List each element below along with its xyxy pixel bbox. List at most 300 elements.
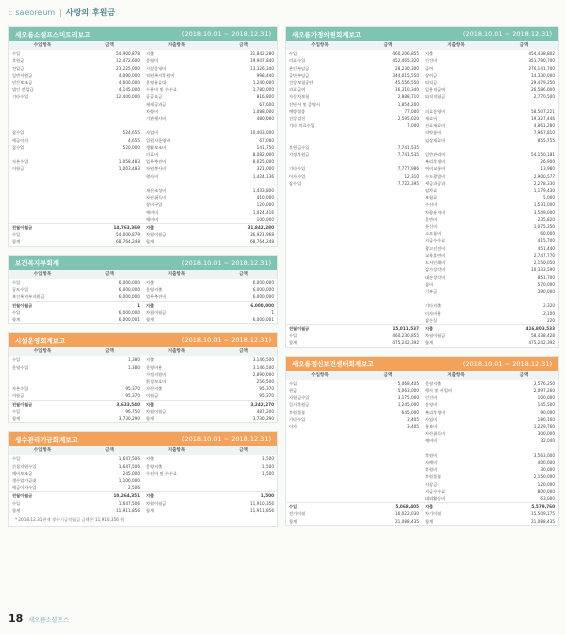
table-cell	[286, 488, 354, 495]
table-cell: 잡수입	[289, 180, 302, 186]
table-cell: 예방접종	[289, 108, 306, 114]
table-cell: 6,000,000	[118, 287, 140, 293]
table-cell: 장비구입	[146, 202, 163, 208]
table-cell: 851,700	[537, 274, 555, 280]
table-cell	[286, 158, 354, 165]
footer-name: 새오름소셜프스	[28, 617, 69, 624]
total-cell: 지출	[422, 502, 490, 510]
table-cell: 3,405	[407, 423, 419, 429]
table-cell: 복리후생비	[425, 159, 446, 165]
table-cell	[76, 115, 143, 122]
table-cell: 1,647,506	[118, 456, 140, 462]
table-cell	[286, 245, 354, 252]
dots-icon: ::	[8, 7, 12, 17]
table-cell: 2,100	[543, 310, 555, 316]
table-cell: 예금이자수입	[12, 485, 37, 491]
total-cell: 수입	[12, 309, 21, 315]
total-cell: 수입	[12, 500, 21, 506]
table-cell: 환경보호비	[146, 378, 167, 384]
table-cell: 기관행사비	[146, 116, 167, 122]
table-cell	[76, 194, 143, 201]
table-cell: 120,000	[537, 481, 555, 487]
column-header: 금액	[76, 41, 143, 50]
table-cell: 998,440	[256, 72, 274, 78]
table-cell	[9, 201, 76, 208]
box-header	[286, 27, 558, 41]
table-cell	[9, 187, 76, 194]
table-cell: 소모품비	[425, 231, 442, 237]
total-cell: 54,000,879	[116, 232, 140, 238]
table-cell: 63,000	[540, 495, 555, 501]
total-cell: 14,763,369	[76, 223, 143, 231]
column-header: 수입항목	[9, 446, 76, 455]
table-cell	[286, 281, 354, 288]
table-cell	[354, 302, 422, 309]
total-cell: 15,011,537	[354, 324, 422, 332]
table-cell: 4,861,280	[533, 123, 555, 129]
table-cell	[422, 144, 490, 151]
page-header	[8, 5, 115, 19]
total-cell: 3,730,290	[118, 415, 140, 421]
table-cell	[354, 488, 422, 495]
table-cell: 이월금	[12, 393, 25, 399]
box-note: * 2018.12.31현재 생수기금적립금 금액은 11,910,356 원	[15, 516, 125, 522]
page-footer	[8, 612, 69, 625]
table-cell	[286, 201, 354, 208]
box-period: (2018.10.01 ~ 2018.12.31)	[181, 30, 271, 38]
total-cell: 합계	[289, 518, 298, 524]
table-cell: 민간보조금	[12, 80, 33, 86]
table-cell: 의약품비	[425, 130, 442, 136]
table-cell: 2,770,500	[533, 94, 555, 100]
table-cell: 홍보비	[425, 423, 438, 429]
table-cell: 진단서 및 증명서	[289, 101, 320, 107]
table-cell: 지출	[425, 51, 434, 57]
table-cell: 이월금	[146, 393, 159, 399]
table-cell	[286, 194, 354, 201]
table-cell: 수입	[12, 51, 21, 57]
table-cell: 생활보조비	[146, 144, 167, 150]
table-cell: 10,333,590	[531, 267, 555, 273]
table-cell: 120,000	[256, 202, 274, 208]
table-cell: 공단부담금	[289, 72, 310, 78]
table-cell	[354, 274, 422, 281]
table-cell	[286, 274, 354, 281]
table-cell: 800,000	[537, 488, 555, 494]
table-cell: 전입금	[12, 65, 25, 71]
table-cell	[76, 378, 143, 385]
table-cell: 54,150,181	[531, 152, 555, 158]
box-title: 생수관리기금회계보고	[15, 435, 78, 444]
table-cell: 520,000	[122, 144, 140, 150]
table-cell	[354, 317, 422, 324]
table-cell: 7,000	[407, 123, 419, 129]
table-cell: 제세공과금	[146, 101, 167, 107]
table-cell	[354, 129, 422, 136]
column-header: 금액	[76, 347, 143, 356]
table-cell: 행사비	[146, 173, 159, 179]
table-cell: 자산취득비	[146, 195, 167, 201]
table-cell	[9, 151, 76, 158]
table-cell: 95,370	[259, 393, 274, 399]
table-cell: 58,507,221	[531, 108, 555, 114]
table-cell: 32,040	[540, 438, 555, 444]
table-cell: 보험료	[425, 195, 438, 201]
column-header: 금액	[490, 41, 558, 50]
table-cell: 235,820	[537, 216, 555, 222]
table-cell: 90,000	[540, 409, 555, 415]
total-cell: 전월이월금	[286, 324, 354, 332]
total-cell: 21,088,435	[531, 518, 555, 524]
table-cell: 1,424,136	[252, 173, 274, 179]
box-header	[9, 432, 277, 446]
table-cell: 세금과공과	[425, 180, 446, 186]
table-cell: 19,327,446	[531, 116, 555, 122]
table-cell: 지급수수료	[425, 488, 446, 494]
report-box	[285, 26, 559, 348]
table-cell	[490, 144, 558, 151]
column-header: 수입항목	[286, 371, 354, 380]
table-cell: 4,600,000	[118, 80, 140, 86]
table-cell	[286, 495, 354, 502]
total-cell: 6,000,001	[252, 316, 274, 322]
table-cell	[286, 259, 354, 266]
total-cell: 460,230,855	[392, 333, 419, 339]
table-cell: 2,890,000	[252, 371, 274, 377]
table-cell: 사업비	[425, 416, 438, 422]
table-cell	[354, 252, 422, 259]
box-title: 보건복지부회계	[15, 259, 59, 268]
table-cell: 건강검진	[289, 116, 306, 122]
total-cell: 합계	[146, 507, 155, 513]
total-cell: 68,764,248	[116, 239, 140, 245]
table-cell	[286, 209, 354, 216]
table-cell	[354, 209, 422, 216]
column-header: 지출항목	[143, 41, 210, 50]
table-cell	[354, 230, 422, 237]
table-cell	[76, 201, 143, 208]
table-cell: 1,245,000	[397, 402, 419, 408]
table-cell	[286, 266, 354, 273]
table-cell	[286, 187, 354, 194]
table-cell: 1,854,200	[397, 101, 419, 107]
total-cell: 합계	[425, 340, 434, 346]
table-cell	[354, 266, 422, 273]
table-cell: 인건비	[425, 395, 438, 401]
box-header	[286, 357, 558, 371]
total-cell: 58,438,428	[531, 333, 555, 339]
table-cell: 사례비	[425, 459, 438, 465]
table-cell: 예비비	[146, 209, 159, 215]
table-cell	[76, 216, 143, 223]
table-cell: 645,000	[401, 409, 419, 415]
total-cell: 차월이월금	[146, 408, 167, 414]
table-cell: 180,160	[537, 416, 555, 422]
table-cell: 수입	[289, 51, 298, 57]
table-cell	[354, 237, 422, 244]
box-header	[9, 256, 277, 270]
table-cell	[286, 230, 354, 237]
box-period: (2018.10.01 ~ 2018.12.31)	[181, 435, 271, 444]
table-cell: 8,082,000	[252, 152, 274, 158]
table-cell: 자산취득비	[425, 431, 446, 437]
table-cell	[286, 466, 354, 473]
box-title: 새오름정신보건센터회계보고	[292, 360, 374, 369]
table-cell: 2,150,050	[533, 260, 555, 266]
table-cell: 95,370	[125, 386, 140, 392]
report-table	[9, 270, 277, 323]
total-cell: 11,911,856	[250, 507, 274, 513]
table-cell: 공모수입	[12, 287, 29, 293]
table-cell: 1,229,760	[533, 423, 555, 429]
table-cell: 잡손실	[425, 317, 438, 323]
table-cell	[210, 477, 277, 484]
table-cell: 2,278,330	[533, 180, 555, 186]
table-cell: 자본수입	[12, 386, 29, 392]
table-cell: 수용비 및 수수료	[146, 87, 177, 93]
table-cell: 1,500	[262, 463, 274, 469]
table-cell: 4,655	[128, 137, 140, 143]
table-cell: 1,024,416	[252, 209, 274, 215]
table-cell	[76, 122, 143, 129]
table-cell: 이월금	[12, 166, 25, 172]
table-cell: 23,225,000	[116, 65, 140, 71]
table-cell: 일반관리비	[425, 152, 446, 158]
table-cell: 7,741,535	[397, 144, 419, 150]
column-header: 금액	[76, 270, 143, 279]
table-cell: 감가상각비	[425, 267, 446, 273]
table-cell: 진료재료비	[425, 123, 446, 129]
total-cell: 합계	[12, 507, 21, 513]
table-cell: 77,000	[404, 108, 419, 114]
table-cell: 사업비	[146, 130, 159, 136]
table-cell: 351,790,700	[528, 58, 555, 64]
table-cell: 1,780,000	[252, 87, 274, 93]
table-cell: 5,063,000	[397, 387, 419, 393]
table-cell	[354, 158, 422, 165]
table-cell: 26,586,000	[531, 87, 555, 93]
table-cell: 임차료	[425, 188, 438, 194]
table-cell: 10,403,000	[250, 130, 274, 136]
table-cell: 7,741,535	[397, 152, 419, 158]
table-cell: 1,240,000	[252, 80, 274, 86]
table-cell: 19,947,840	[250, 58, 274, 64]
table-cell	[354, 281, 422, 288]
table-cell	[422, 295, 490, 302]
total-cell: 6,000,000	[118, 309, 140, 315]
table-cell: 6,000,000	[118, 294, 140, 300]
table-cell: 6,000,000	[252, 287, 274, 293]
table-cell: 지출	[146, 279, 155, 285]
table-cell	[354, 452, 422, 459]
total-cell: 1,647,506	[118, 500, 140, 506]
table-cell	[9, 378, 76, 385]
table-cell: 자본수입	[12, 159, 29, 165]
box-period: (2018.10.01 ~ 2018.12.31)	[181, 336, 271, 345]
table-cell	[422, 101, 490, 108]
table-cell: 의료급여	[289, 87, 306, 93]
report-box	[8, 332, 278, 423]
table-cell: 지정후원금	[289, 152, 310, 158]
table-cell: 기타수입	[289, 166, 306, 172]
table-cell: 1,380	[128, 364, 140, 370]
table-cell: 460,206,855	[392, 51, 419, 57]
total-cell: 6,000,001	[118, 316, 140, 322]
table-cell: 5,000	[543, 195, 555, 201]
total-cell: 전월이월금	[9, 400, 76, 408]
table-cell	[9, 180, 76, 187]
box-title: 새오름가정의원회계보고	[292, 30, 362, 39]
table-cell	[143, 180, 210, 187]
table-cell: 8,025,000	[252, 159, 274, 165]
table-cell: 간접지원수입	[12, 463, 37, 469]
page-number: 18	[8, 612, 24, 625]
table-cell: 기타수입	[12, 94, 29, 100]
total-cell: 합계	[289, 340, 298, 346]
table-cell: 256,500	[256, 378, 274, 384]
table-cell: 2,506	[128, 485, 140, 491]
total-cell: 전월이월금	[9, 301, 76, 309]
column-header: 지출항목	[422, 41, 490, 50]
table-cell: 28,230,300	[395, 65, 419, 71]
table-cell	[286, 288, 354, 295]
total-cell: 지출	[143, 223, 210, 231]
table-cell: 지급수수료	[425, 238, 446, 244]
table-cell	[76, 173, 143, 180]
table-cell: 운영지출	[146, 463, 163, 469]
total-cell: 21,088,435	[395, 518, 419, 524]
table-cell	[76, 371, 143, 378]
table-cell: 415,700	[537, 238, 555, 244]
report-table	[286, 41, 558, 347]
table-cell: 복리후생비	[425, 409, 446, 415]
table-cell: 3,405	[407, 416, 419, 422]
table-cell: 276,141,700	[528, 65, 555, 71]
table-cell: 2,888,710	[397, 94, 419, 100]
table-cell	[354, 259, 422, 266]
total-cell: 5,579,760	[490, 502, 558, 510]
table-cell: 54,900,878	[116, 51, 140, 57]
table-cell: 400,000	[537, 459, 555, 465]
table-cell	[354, 430, 422, 437]
box-title: 새오름소셜프스미트리보고	[15, 30, 91, 39]
table-cell	[9, 115, 76, 122]
table-cell: 업무추진비	[146, 159, 167, 165]
table-cell: 공공요금	[146, 94, 163, 100]
site-name: saeoreum	[15, 7, 56, 17]
table-cell: 3,563,000	[533, 452, 555, 458]
total-cell: 31,842,280	[210, 223, 277, 231]
table-cell	[143, 484, 210, 491]
total-cell: 합계	[146, 415, 155, 421]
table-cell: 6,000,000	[252, 294, 274, 300]
table-cell: 7,967,810	[533, 130, 555, 136]
table-cell: 현금	[289, 387, 298, 393]
table-cell	[490, 101, 558, 108]
table-cell	[9, 194, 76, 201]
table-cell: 일용직급여	[425, 87, 446, 93]
table-cell	[286, 459, 354, 466]
table-cell	[210, 122, 277, 129]
table-cell: 3,576,250	[533, 380, 555, 386]
table-cell: 2,747,770	[533, 252, 555, 258]
table-cell: 예금이자	[12, 137, 29, 143]
table-cell: 452,465,320	[392, 58, 419, 64]
report-table	[9, 347, 277, 422]
column-header: 금액	[210, 347, 277, 356]
table-cell: 2,097,260	[533, 387, 555, 393]
table-cell	[354, 481, 422, 488]
table-cell: 퇴직적립금	[425, 94, 446, 100]
box-title: 시설운영회계보고	[15, 336, 66, 345]
total-cell: 합계	[12, 415, 21, 421]
table-cell: 4,090,000	[118, 72, 140, 78]
total-cell: 487,200	[256, 408, 274, 414]
report-box	[8, 26, 278, 247]
table-cell: 29,479,250	[531, 80, 555, 86]
table-cell: 30,000	[540, 467, 555, 473]
column-header: 수입항목	[9, 347, 76, 356]
table-cell: 855,755	[537, 137, 555, 143]
table-cell: 보건복지부지원금	[12, 294, 45, 300]
table-cell	[286, 129, 354, 136]
table-cell: 대외활동비	[425, 495, 446, 501]
table-cell: 2,150,000	[533, 474, 555, 480]
table-cell: 수입	[289, 380, 298, 386]
table-cell: 344,015,550	[392, 72, 419, 78]
table-cell: 운영지출	[146, 287, 163, 293]
table-cell: 운영비용	[146, 364, 163, 370]
total-cell: 36,921,968	[250, 232, 274, 238]
table-cell: 입원자운영비	[146, 137, 171, 143]
table-cell	[76, 180, 143, 187]
table-cell: 1,531,000	[533, 202, 555, 208]
total-cell: 지출	[143, 301, 210, 309]
table-cell: 퇴직금	[425, 80, 438, 86]
table-cell: 141,750	[256, 144, 274, 150]
table-cell: 7,777,986	[397, 166, 419, 172]
total-cell: 10,264,351	[76, 491, 143, 499]
table-cell: 2,900,577	[533, 173, 555, 179]
table-cell: 재산조성비	[146, 188, 167, 194]
table-cell	[354, 194, 422, 201]
table-cell: 광고선전비	[425, 245, 446, 251]
total-cell: 6,000,000	[210, 301, 277, 309]
table-cell: 잡비	[425, 281, 434, 287]
table-cell: 기부금	[425, 288, 438, 294]
table-cell: 1,380	[128, 357, 140, 363]
total-cell: 전월이월금	[9, 223, 76, 231]
table-cell: 16,310,340	[395, 87, 419, 93]
total-cell: 수입	[12, 408, 21, 414]
column-header: 금액	[76, 446, 143, 455]
table-cell: 후원금	[12, 58, 25, 64]
table-cell: 지출	[146, 357, 155, 363]
table-cell: 1,500	[262, 470, 274, 476]
table-cell: 6,000,000	[118, 279, 140, 285]
table-cell: 7,722,395	[397, 180, 419, 186]
table-cell: 2,595,020	[397, 116, 419, 122]
table-cell: 13,980	[540, 166, 555, 172]
table-cell	[9, 216, 76, 223]
table-cell: 예비보조금	[12, 470, 33, 476]
table-cell: 1,100,000	[118, 477, 140, 483]
table-cell: 수선비 및 수수료	[146, 470, 177, 476]
table-cell: 67,600	[259, 101, 274, 107]
table-cell: 후원비	[425, 452, 438, 458]
table-cell	[9, 173, 76, 180]
table-cell	[286, 430, 354, 437]
